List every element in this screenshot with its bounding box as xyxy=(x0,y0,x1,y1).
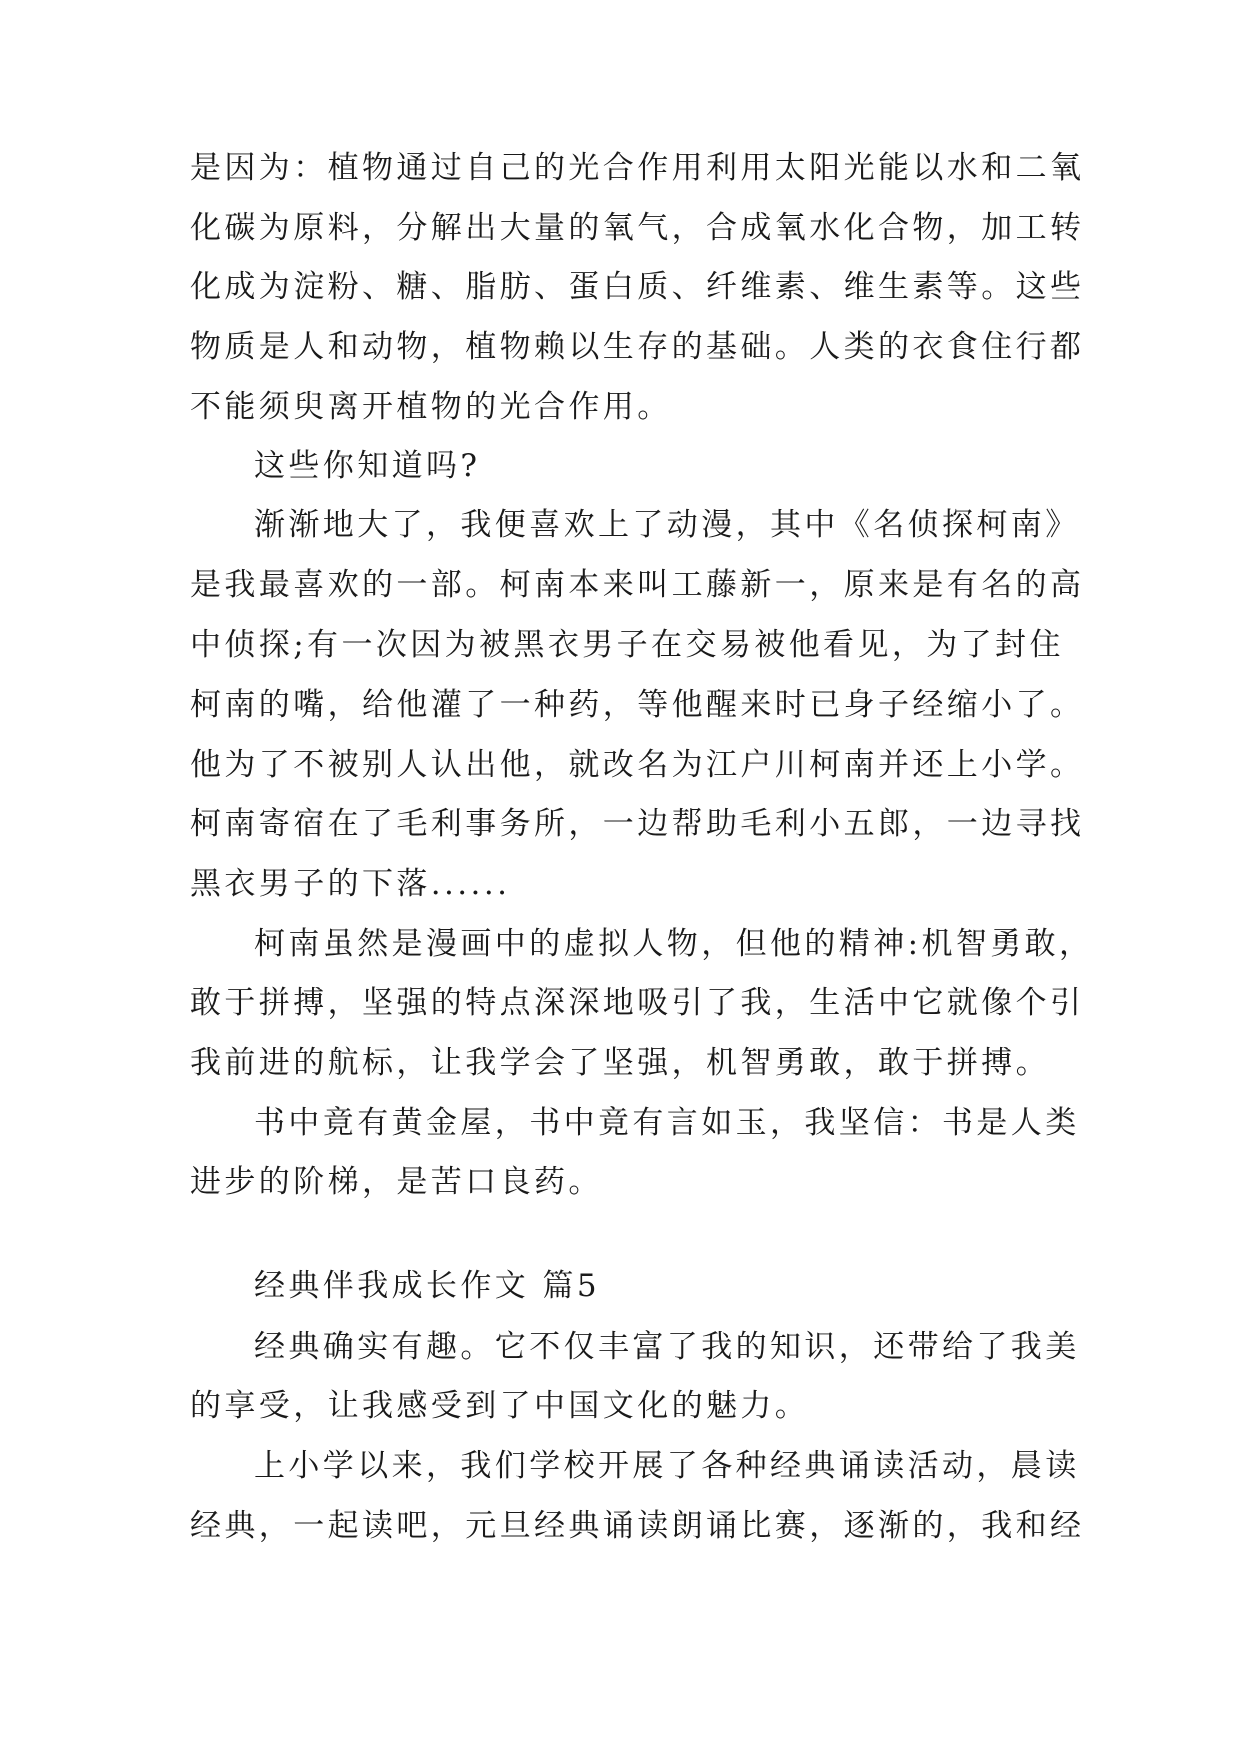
paragraph-line: 他为了不被别人认出他，就改名为江户川柯南并还上小学。 xyxy=(190,747,1085,783)
paragraph-line: 柯南的嘴，给他灌了一种药，等他醒来时已身子经缩小了。 xyxy=(190,687,1085,723)
section-heading: 经典伴我成长作文 篇5 xyxy=(254,1268,600,1304)
paragraph-line: 不能须臾离开植物的光合作用。 xyxy=(190,389,672,425)
paragraph-line: 化碳为原料，分解出大量的氧气，合成氧水化合物，加工转 xyxy=(190,210,1085,246)
paragraph-line: 物质是人和动物，植物赖以生存的基础。人类的衣食住行都 xyxy=(190,329,1085,365)
paragraph-line: 上小学以来，我们学校开展了各种经典诵读活动，晨读 xyxy=(254,1448,1080,1484)
paragraph-line: 化成为淀粉、糖、脂肪、蛋白质、纤维素、维生素等。这些 xyxy=(190,269,1085,305)
paragraph-line: 敢于拼搏，坚强的特点深深地吸引了我，生活中它就像个引 xyxy=(190,985,1085,1021)
paragraph-line: 是我最喜欢的一部。柯南本来叫工藤新一，原来是有名的高 xyxy=(190,567,1085,603)
paragraph-line: 渐渐地大了，我便喜欢上了动漫，其中《名侦探柯南》 xyxy=(254,507,1080,543)
paragraph-line: 的享受，让我感受到了中国文化的魅力。 xyxy=(190,1388,810,1424)
paragraph-line: 黑衣男子的下落...... xyxy=(190,866,511,902)
paragraph-line: 经典，一起读吧，元旦经典诵读朗诵比赛，逐渐的，我和经 xyxy=(190,1508,1085,1544)
paragraph-line: 柯南寄宿在了毛利事务所，一边帮助毛利小五郎，一边寻找 xyxy=(190,806,1085,842)
paragraph-line: 书中竟有黄金屋，书中竟有言如玉，我坚信：书是人类 xyxy=(254,1105,1080,1141)
paragraph-line: 经典确实有趣。它不仅丰富了我的知识，还带给了我美 xyxy=(254,1329,1080,1365)
paragraph-line: 这些你知道吗? xyxy=(254,448,481,484)
paragraph-line: 是因为：植物通过自己的光合作用利用太阳光能以水和二氧 xyxy=(190,150,1085,186)
paragraph-line: 中侦探;有一次因为被黑衣男子在交易被他看见，为了封住 xyxy=(190,627,1064,663)
paragraph-line: 进步的阶梯，是苦口良药。 xyxy=(190,1164,603,1200)
paragraph-line: 我前进的航标，让我学会了坚强，机智勇敢，敢于拼搏。 xyxy=(190,1045,1050,1081)
paragraph-line: 柯南虽然是漫画中的虚拟人物，但他的精神:机智勇敢， xyxy=(254,926,1094,962)
